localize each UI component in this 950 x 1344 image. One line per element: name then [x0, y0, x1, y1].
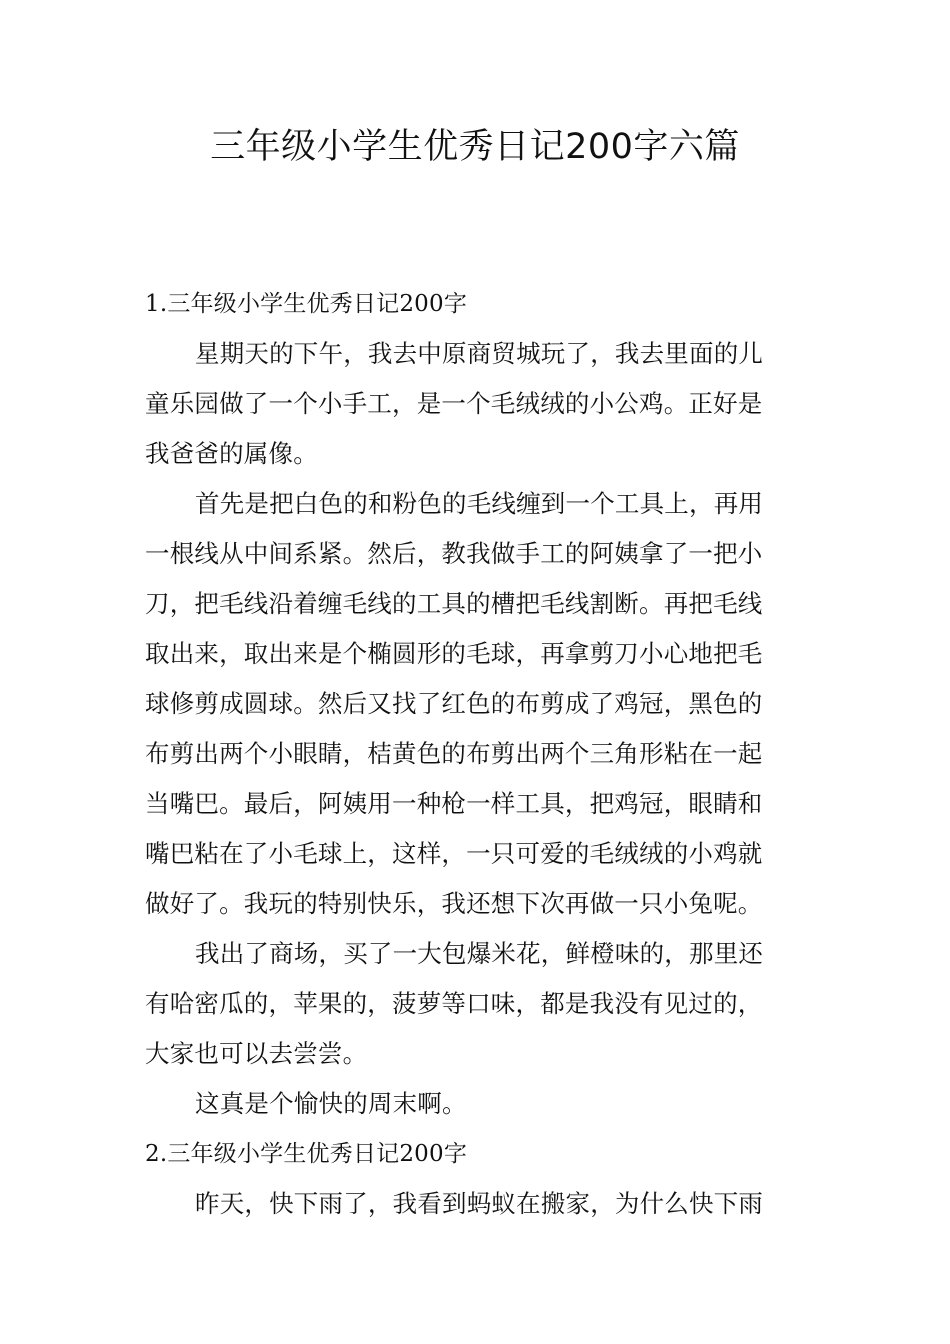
document-title: 三年级小学生优秀日记200字六篇	[210, 127, 740, 167]
text-line: 首先是把白色的和粉色的毛线缠到一个工具上，再用	[195, 489, 764, 518]
text-line: 做好了。我玩的特别快乐，我还想下次再做一只小兔呢。	[145, 889, 763, 918]
section-heading: 1.三年级小学生优秀日记200字	[145, 291, 468, 317]
text-line: 童乐园做了一个小手工，是一个毛绒绒的小公鸡。正好是	[145, 389, 763, 418]
text-line: 球修剪成圆球。然后又找了红色的布剪成了鸡冠，黑色的	[145, 689, 763, 718]
document-body	[145, 279, 807, 1229]
text-line: 星期天的下午，我去中原商贸城玩了，我去里面的儿	[195, 339, 764, 368]
text-line: 当嘴巴。最后，阿姨用一种枪一样工具，把鸡冠，眼睛和	[145, 789, 763, 818]
section-heading: 2.三年级小学生优秀日记200字	[145, 1141, 468, 1167]
text-line: 取出来，取出来是个椭圆形的毛球，再拿剪刀小心地把毛	[145, 639, 763, 668]
text-line: 大家也可以去尝尝。	[145, 1039, 368, 1068]
text-line: 我爸爸的属像。	[145, 439, 318, 468]
text-line: 这真是个愉快的周末啊。	[195, 1089, 467, 1118]
text-line: 昨天，快下雨了，我看到蚂蚁在搬家，为什么快下雨	[195, 1189, 764, 1218]
text-line: 我出了商场，买了一大包爆米花，鲜橙味的，那里还	[195, 939, 764, 968]
text-line: 刀，把毛线沿着缠毛线的工具的槽把毛线割断。再把毛线	[145, 589, 763, 618]
text-line: 有哈密瓜的，苹果的，菠萝等口味，都是我没有见过的，	[145, 989, 763, 1018]
text-line: 布剪出两个小眼睛，桔黄色的布剪出两个三角形粘在一起	[145, 739, 763, 768]
text-line: 一根线从中间系紧。然后，教我做手工的阿姨拿了一把小	[145, 539, 763, 568]
text-line: 嘴巴粘在了小毛球上，这样，一只可爱的毛绒绒的小鸡就	[145, 839, 763, 868]
